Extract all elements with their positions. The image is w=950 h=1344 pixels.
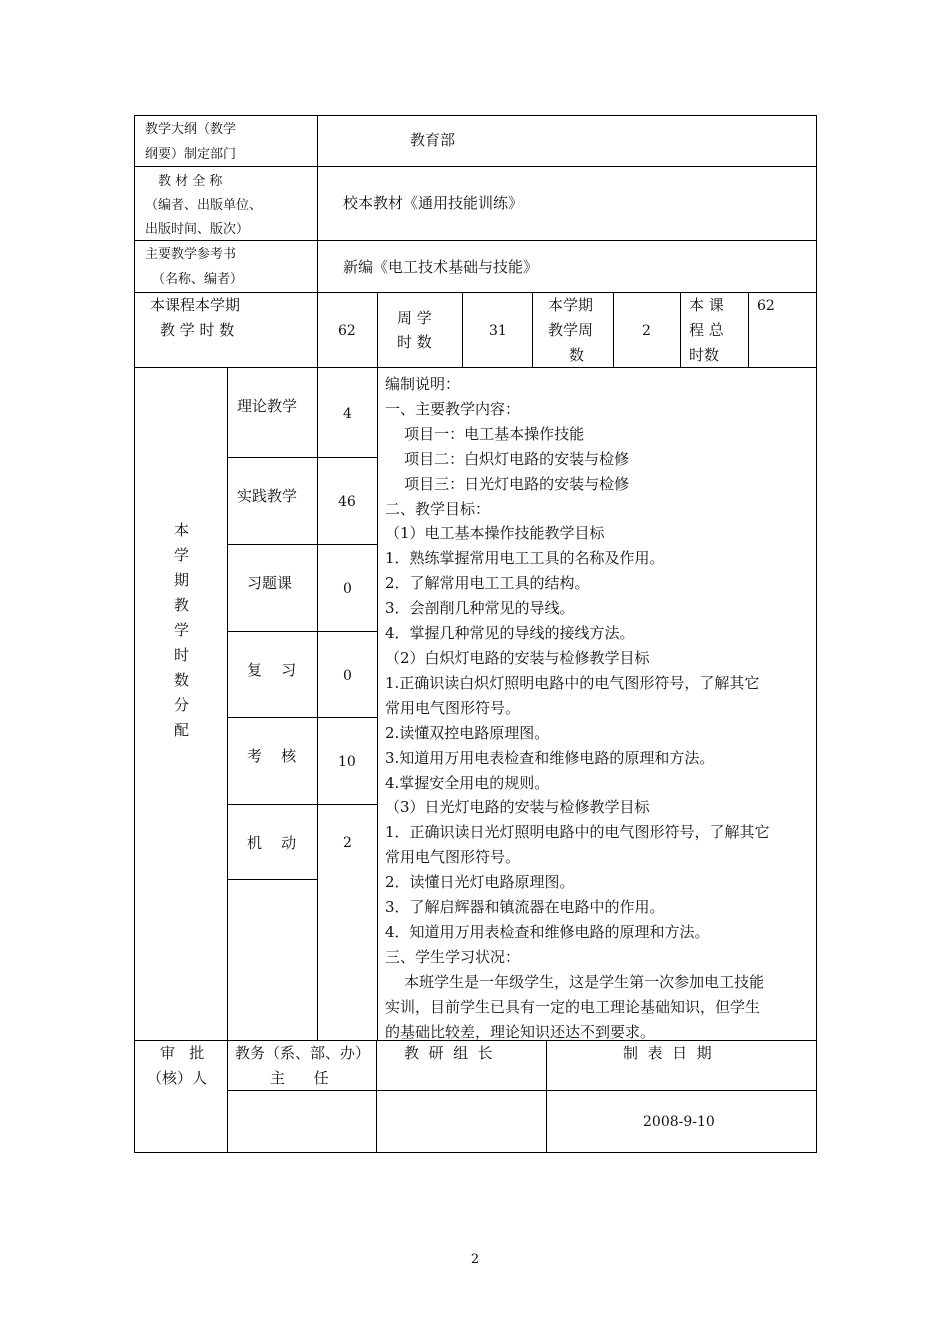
row-divider xyxy=(134,166,817,167)
textbook-label: 出版时间、版次） xyxy=(145,222,250,237)
col-divider xyxy=(532,292,533,367)
col-divider xyxy=(227,367,228,1153)
notes-line: 1．熟练掌握常用电工工具的名称及作用。 xyxy=(385,549,665,568)
notes-line: （2）白炽灯电路的安装与检修教学目标 xyxy=(385,648,650,667)
row-divider xyxy=(134,240,817,241)
notes-line: 常用电气图形符号。 xyxy=(385,698,521,717)
col-divider xyxy=(317,115,318,367)
total-hours-label: 本 课 xyxy=(689,296,724,314)
notes-line: 实训，目前学生已具有一定的电工理论基础知识，但学生 xyxy=(385,997,761,1016)
semester-hours-label: 本课程本学期 xyxy=(150,296,241,314)
semester-weeks-value: 2 xyxy=(642,323,651,339)
notes-line: 3.知道用万用电表检查和维修电路的原理和方法。 xyxy=(385,748,715,767)
row-divider xyxy=(227,717,377,718)
col-divider xyxy=(317,367,318,1040)
distribution-side-label: 教 xyxy=(174,596,190,614)
row-divider xyxy=(227,631,377,632)
notes-line: 项目三：日光灯电路的安装与检修 xyxy=(385,474,630,493)
row-divider xyxy=(134,292,817,293)
distribution-row-label: 机 动 xyxy=(247,834,297,852)
col-divider xyxy=(748,292,749,367)
approver-label: 审 批 xyxy=(160,1044,205,1062)
compilation-notes xyxy=(385,372,815,1044)
notes-line: 4．掌握几种常见的导线的接线方法。 xyxy=(385,624,635,643)
weekly-hours-value: 31 xyxy=(489,323,507,339)
row-divider xyxy=(134,367,817,368)
col-divider xyxy=(546,1040,547,1153)
notes-line: 3．会剖削几种常见的导线。 xyxy=(385,599,575,618)
page-number: 2 xyxy=(470,1252,480,1267)
distribution-row-value: 10 xyxy=(338,754,356,770)
distribution-row-label: 理论教学 xyxy=(237,397,298,415)
distribution-side-label: 时 xyxy=(174,646,190,664)
textbook-label: 教 材 全 称 xyxy=(158,174,223,189)
distribution-row-label: 习题课 xyxy=(247,574,293,592)
notes-line: 项目一：电工基本操作技能 xyxy=(385,424,585,443)
weekly-hours-label: 时 数 xyxy=(397,333,432,351)
academic-office-label: 主 任 xyxy=(270,1069,329,1087)
approver-label: （核）人 xyxy=(147,1069,208,1087)
notes-line: 1.正确识读白炽灯照明电路中的电气图形符号，了解其它 xyxy=(385,673,760,692)
textbook-value: 校本教材《通用技能训练》 xyxy=(343,194,524,212)
distribution-side-label: 配 xyxy=(174,721,190,739)
total-hours-label: 程 总 xyxy=(689,321,724,339)
distribution-row-label: 实践教学 xyxy=(237,487,298,505)
notes-line: 2．了解常用电工工具的结构。 xyxy=(385,574,590,593)
distribution-row-value: 0 xyxy=(343,668,352,684)
notes-line: 编制说明： xyxy=(385,375,461,393)
semester-weeks-label: 本学期 xyxy=(548,296,594,314)
notes-line: 本班学生是一年级学生，这是学生第一次参加电工技能 xyxy=(385,972,765,991)
outline-dept-value: 教育部 xyxy=(410,131,456,149)
distribution-row-value: 2 xyxy=(343,835,352,851)
distribution-side-label: 分 xyxy=(174,696,190,714)
reference-label: （名称、编者） xyxy=(152,272,244,287)
col-divider xyxy=(680,292,681,367)
notes-line: 二、教学目标： xyxy=(385,499,491,518)
semester-weeks-label: 数 xyxy=(569,346,585,364)
academic-office-label: 教务（系、部、办） xyxy=(235,1044,371,1062)
distribution-side-label: 本 xyxy=(174,521,190,539)
textbook-label: （编者、出版单位、 xyxy=(145,198,263,213)
notes-line: 3．了解启辉器和镇流器在电路中的作用。 xyxy=(385,898,665,917)
distribution-row-value: 4 xyxy=(343,406,352,422)
distribution-row-label: 复 习 xyxy=(247,661,297,679)
form-date-label: 制 表 日 期 xyxy=(623,1044,712,1062)
col-divider xyxy=(376,1040,377,1153)
semester-hours-label: 教 学 时 数 xyxy=(160,321,235,339)
notes-line: 4．知道用万用表检查和维修电路的原理和方法。 xyxy=(385,922,710,941)
distribution-side-label: 期 xyxy=(174,571,190,589)
distribution-side-label: 学 xyxy=(174,546,190,564)
notes-line: 1．正确识读日光灯照明电路中的电气图形符号，了解其它 xyxy=(385,823,770,842)
outline-dept-label: 纲要）制定部门 xyxy=(145,147,237,162)
notes-line: 2.读懂双控电路原理图。 xyxy=(385,723,550,742)
col-divider xyxy=(377,292,378,367)
research-group-leader-label: 教 研 组 长 xyxy=(404,1044,493,1062)
notes-line: 一、主要教学内容： xyxy=(385,399,521,418)
notes-line: 4.掌握安全用电的规则。 xyxy=(385,773,550,792)
total-hours-label: 时数 xyxy=(689,346,720,364)
notes-line: （3）日光灯电路的安装与检修教学目标 xyxy=(385,798,650,817)
notes-line: （1）电工基本操作技能教学目标 xyxy=(385,524,605,543)
row-divider xyxy=(227,879,317,880)
form-date-value: 2008-9-10 xyxy=(643,1114,715,1130)
semester-weeks-label: 教学周 xyxy=(548,321,594,339)
notes-line: 三、学生学习状况： xyxy=(385,947,521,966)
reference-label: 主要教学参考书 xyxy=(145,247,237,262)
col-divider xyxy=(613,292,614,367)
distribution-row-label: 考 核 xyxy=(247,747,297,765)
notes-line: 2．读懂日光灯电路原理图。 xyxy=(385,873,575,892)
distribution-row-value: 0 xyxy=(343,581,352,597)
notes-line: 常用电气图形符号。 xyxy=(385,848,521,867)
row-divider xyxy=(227,1090,817,1091)
weekly-hours-label: 周 学 xyxy=(397,309,432,327)
row-divider xyxy=(227,457,377,458)
notes-line: 的基础比较差，理论知识还达不到要求。 xyxy=(385,1022,656,1041)
total-hours-value: 62 xyxy=(757,298,775,314)
notes-line: 项目二：白炽灯电路的安装与检修 xyxy=(385,449,630,468)
outline-dept-label: 教学大纲（教学 xyxy=(145,122,237,137)
distribution-side-label: 数 xyxy=(174,671,190,689)
distribution-row-value: 46 xyxy=(338,494,356,510)
row-divider xyxy=(227,804,377,805)
row-divider xyxy=(227,544,377,545)
col-divider xyxy=(377,367,378,1040)
reference-value: 新编《电工技术基础与技能》 xyxy=(343,258,539,276)
col-divider xyxy=(462,292,463,367)
semester-hours-value: 62 xyxy=(338,323,356,339)
distribution-side-label: 学 xyxy=(174,621,190,639)
